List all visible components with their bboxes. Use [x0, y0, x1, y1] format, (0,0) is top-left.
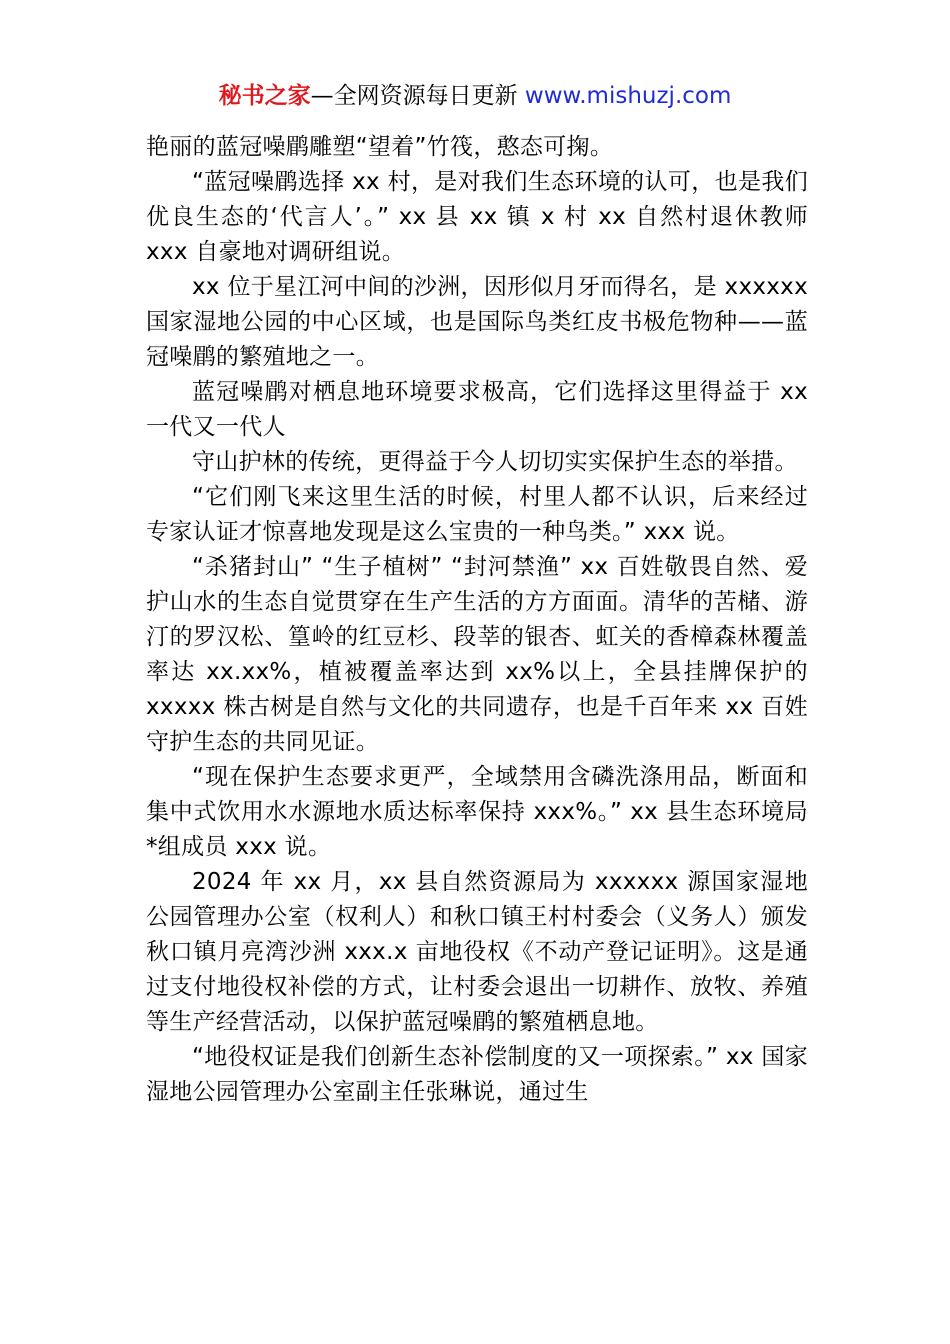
paragraph-continued: 艳丽的蓝冠噪鹛雕塑“望着”竹筏，憨态可掬。 [146, 134, 614, 160]
paragraph: “它们刚飞来这里生活的时候，村里人都不认识，后来经过专家认证才惊喜地发现是这么宝贵的一种鸟类。” xxx 说。 [146, 484, 808, 545]
brand-name: 秘书之家 [218, 83, 311, 109]
header-tagline: —全网资源每日更新 [310, 83, 525, 109]
page-header [0, 80, 950, 112]
paragraph: “现在保护生态要求更严，全域禁用含磷洗涤用品，断面和集中式饮用水水源地水质达标率保持 xxx%。” xx 县生态环境局*组成员 xxx 说。 [146, 764, 808, 860]
paragraph: 蓝冠噪鹛对栖息地环境要求极高，它们选择这里得益于 xx 一代又一代人 [146, 379, 808, 440]
paragraph: 守山护林的传统，更得益于今人切切实实保护生态的举措。 [192, 449, 798, 475]
paragraph: “蓝冠噪鹛选择 xx 村，是对我们生态环境的认可，也是我们优良生态的‘代言人’。” xx 县 xx 镇 x 村 xx 自然村退休教师 xxx 自豪地对调研组说。 [146, 169, 808, 265]
paragraph: 2024 年 xx 月，xx 县自然资源局为 xxxxxx 源国家湿地公园管理办公室（权利人）和秋口镇王村村委会（义务人）颁发秋口镇月亮湾沙洲 xxx.x 亩地役权《不动产登记证明》。这是通过支付地役权补偿的方式，让村委会退出一切耕作、放牧、养殖等生产经营活动，以保护蓝冠噪鹛的繁殖栖息地。 [146, 869, 808, 1035]
document-body [146, 130, 808, 1110]
paragraph: “地役权证是我们创新生态补偿制度的又一项探索。” xx 国家湿地公园管理办公室副主任张琳说，通过生 [146, 1044, 808, 1105]
paragraph: “杀猪封山” “生子植树” “封河禁渔” xx 百姓敬畏自然、爱护山水的生态自觉贯穿在生产生活的方方面面。清华的苦槠、游汀的罗汉松、篁岭的红豆杉、段莘的银杏、虹关的香樟森林覆盖率达 xx.xx%，植被覆盖率达到 xx%以上，全县挂牌保护的 xxxxx 株古树是自然与文化的共同遗存，也是千百年来 xx 百姓守护生态的共同见证。 [146, 554, 808, 755]
paragraph: xx 位于星江河中间的沙洲，因形似月牙而得名，是 xxxxxx 国家湿地公园的中心区域，也是国际鸟类红皮书极危物种——蓝冠噪鹛的繁殖地之一。 [146, 274, 808, 370]
header-url-link[interactable]: www.mishuzj.com [524, 83, 732, 109]
